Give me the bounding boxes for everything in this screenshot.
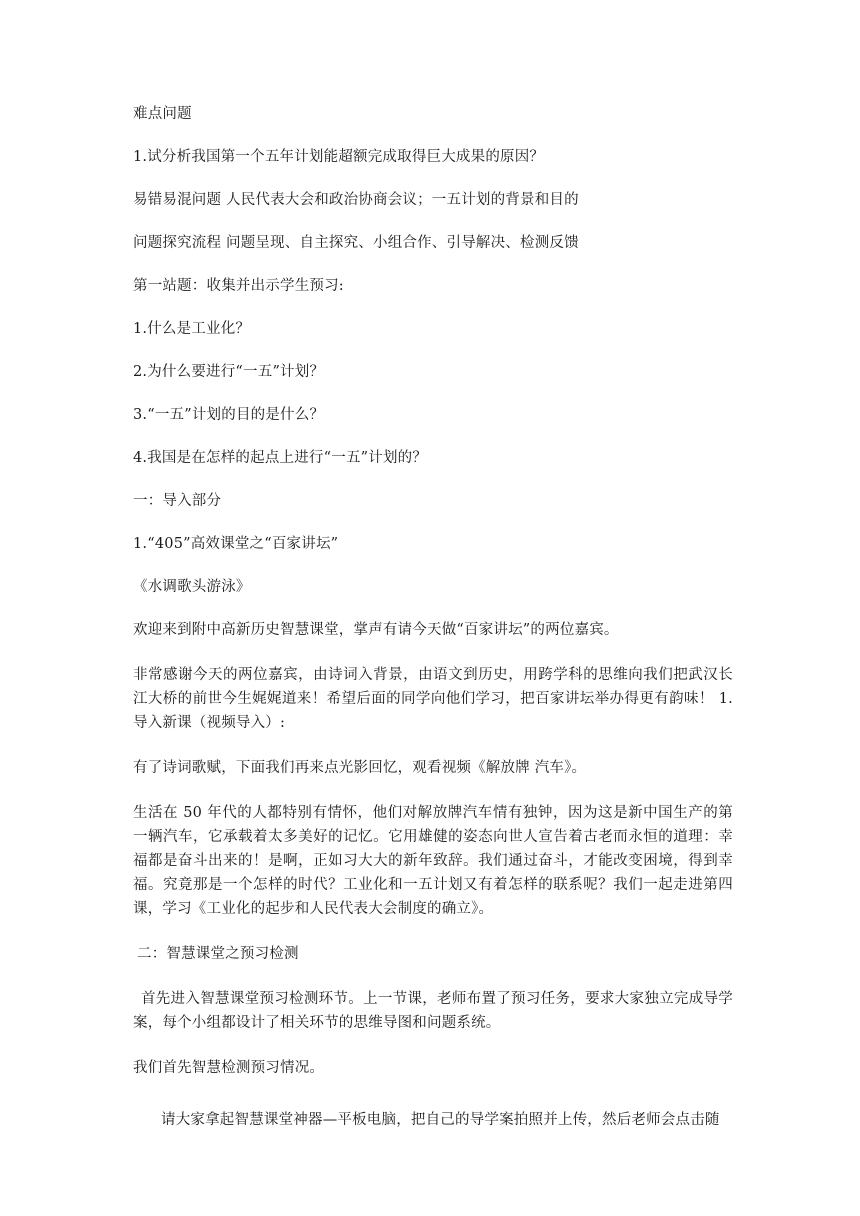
poem-title: 《水调歌头游泳》 [133,579,251,595]
video-intro-paragraph: 有了诗词歌赋，下面我们再来点光影回忆，观看视频《解放牌 汽车》。 [133,760,587,776]
document-body [133,104,733,1130]
forum-title: 1.“405”高效课堂之“百家讲坛” [133,536,339,552]
welcome-paragraph: 欢迎来到附中高新历史智慧课堂，掌声有请今天做“百家讲坛”的两位嘉宾。 [133,622,619,638]
section-intro-heading: 一：导入部分 [133,493,222,509]
first-station-heading: 第一站题：收集并出示学生预习: [133,278,344,294]
preview-question-1: 1.什么是工业化？ [133,321,251,337]
preview-question-2: 2.为什么要进行“一五”计划？ [133,364,325,380]
section-preview-heading: 二：智慧课堂之预习检测 [137,946,299,962]
thanks-paragraph: 非常感谢今天的两位嘉宾，由诗词入背景，由语文到历史，用跨学科的思维向我们把武汉长江大桥的前世今生娓娓道来！希望后面的同学向他们学习，把百家讲坛举办得更有韵味！ 1. 导入新课（视频导入）: [133,667,733,731]
preview-question-4: 4.我国是在怎样的起点上进行“一五”计划的？ [133,450,428,466]
tablet-paragraph: 请大家拿起智慧课堂神器—平板电脑，把自己的导学案拍照并上传，然后老师会点击随 [161,1112,720,1128]
inquiry-process: 问题探究流程 问题呈现、自主探究、小组合作、引导解决、检测反馈 [133,235,579,251]
preview-question-3: 3.“一五”计划的目的是什么？ [133,407,325,423]
fifties-paragraph: 生活在 50 年代的人都特别有情怀，他们对解放牌汽车情有独钟，因为这是新中国生产的第一辆汽车，它承载着太多美好的记忆。它用雄健的姿态向世人宣告着古老而永恒的道理：幸福都是奋斗出来的！是啊，正如习大大的新年致辞。我们通过奋斗，才能改变困境，得到幸福。究竟那是一个怎样的时代？工业化和一五计划又有着怎样的联系呢？我们一起走进第四课，学习《工业化的起步和人民代表大会制度的确立》。 [133,805,733,917]
heading-difficult-issues: 难点问题 [133,106,192,122]
preview-check-paragraph: 首先进入智慧课堂预习检测环节。上一节课，老师布置了预习任务，要求大家独立完成导学案，每个小组都设计了相关环节的思维导图和问题系统。 [133,991,733,1031]
smart-check-paragraph: 我们首先智慧检测预习情况。 [133,1060,325,1076]
confusing-issues: 易错易混问题 人民代表大会和政治协商会议；一五计划的背景和目的 [133,192,579,208]
question-1: 1.试分析我国第一个五年计划能超额完成取得巨大成果的原因？ [133,149,545,165]
